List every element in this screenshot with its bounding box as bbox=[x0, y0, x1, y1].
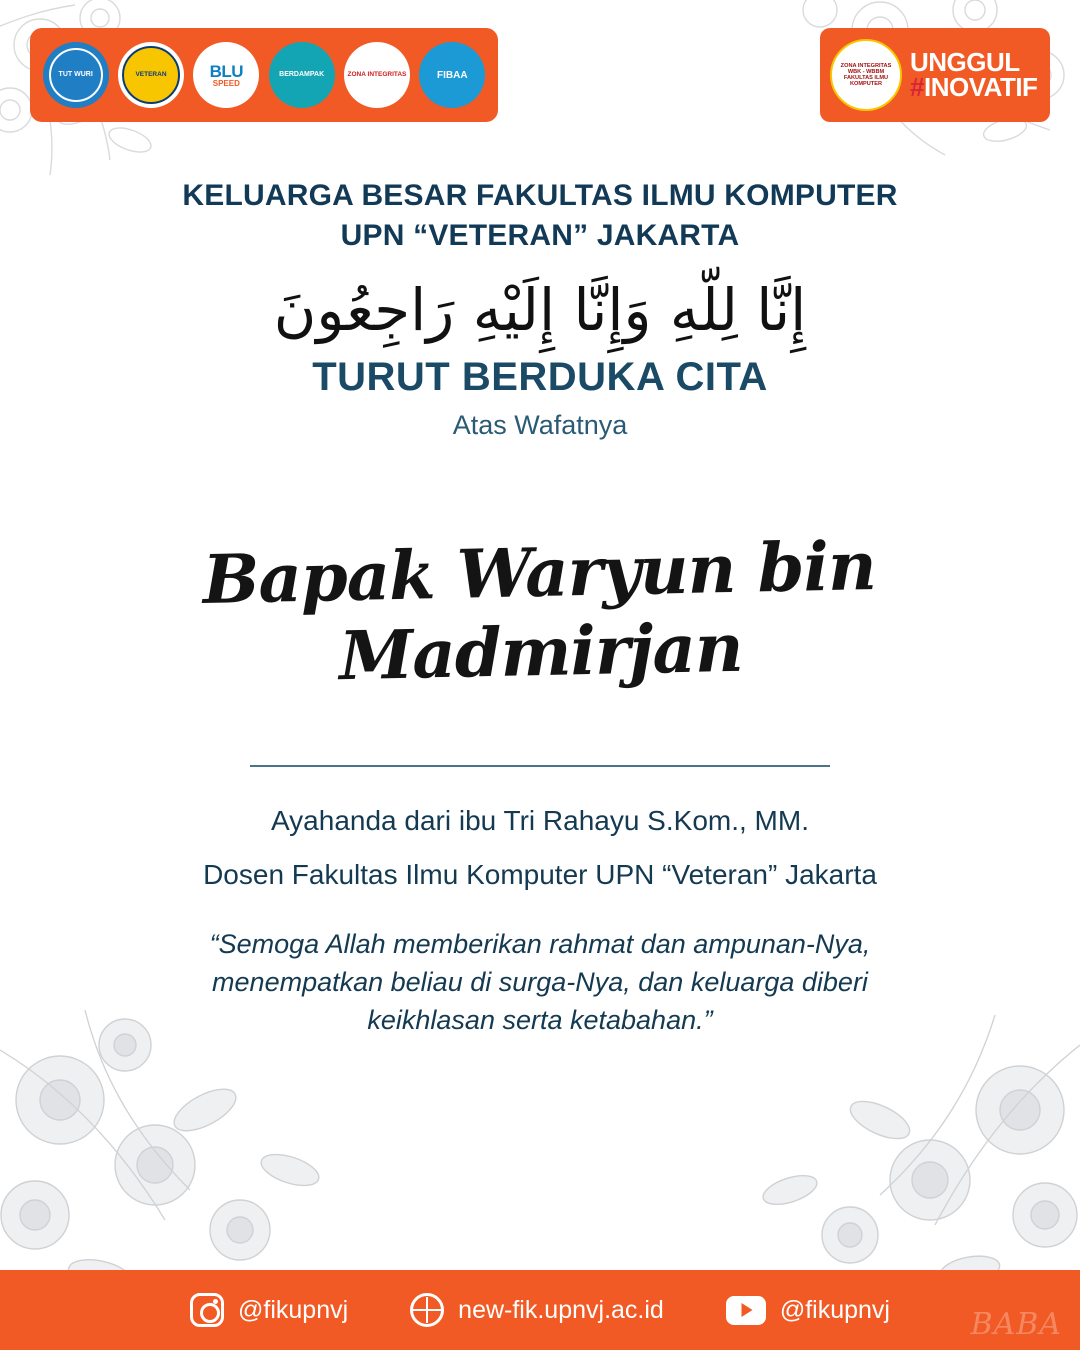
arabic-phrase: إِنَّا لِلّهِ وَإِنَّا إِلَيْهِ رَاجِعُونَ bbox=[273, 276, 807, 345]
fibaa-logo-text: FIBAA bbox=[437, 69, 468, 81]
affiliation-text: Dosen Fakultas Ilmu Komputer UPN “Veteran” Jakarta bbox=[203, 858, 877, 890]
speed-logo-text: SPEED bbox=[212, 78, 240, 88]
hash-symbol: # bbox=[910, 72, 924, 102]
social-footer bbox=[0, 1270, 1080, 1350]
instagram-icon bbox=[190, 1293, 224, 1327]
prayer-text: “Semoga Allah memberikan rahmat dan ampunan-Nya, menempatkan beliau di surga-Nya, dan keluarga diberi keikhlasan serta ketabahan.” bbox=[209, 928, 871, 1036]
youtube-icon bbox=[726, 1296, 766, 1325]
globe-icon bbox=[410, 1293, 444, 1327]
website-link[interactable] bbox=[410, 1293, 664, 1327]
org-title-line-2: UPN “VETERAN” JAKARTA bbox=[340, 218, 740, 252]
watermark: BABA bbox=[970, 1307, 1062, 1342]
organization-title bbox=[0, 176, 1080, 255]
blu-logo-text: BLU bbox=[209, 61, 244, 81]
instagram-handle[interactable] bbox=[190, 1293, 348, 1327]
kemendikbud-logo-text: TUT WURI bbox=[58, 71, 93, 79]
org-title-line-1: KELUARGA BESAR FAKULTAS ILMU KOMPUTER bbox=[182, 179, 898, 212]
banner-line-unggul: UNGGUL bbox=[910, 47, 1020, 78]
divider bbox=[250, 765, 830, 767]
website-label: new-fik.upnvj.ac.id bbox=[458, 1295, 664, 1324]
deceased-name: Bapak Waryun bin Madmirjan bbox=[201, 525, 877, 695]
banner-line-inovatif: INOVATIF bbox=[923, 72, 1038, 102]
berdampak-logo-text: BERDAMPAK bbox=[279, 71, 325, 79]
condolence-subtitle: Atas Wafatnya bbox=[452, 409, 628, 440]
condolence-title: TURUT BERDUKA CITA bbox=[312, 354, 768, 399]
youtube-label: @fikupnvj bbox=[779, 1295, 890, 1324]
upnvj-logo-text: VETERAN bbox=[135, 70, 167, 78]
youtube-handle[interactable] bbox=[726, 1296, 890, 1325]
relation-text: Ayahanda dari ibu Tri Rahayu S.Kom., MM. bbox=[271, 804, 809, 836]
seal-text: ZONA INTEGRITAS WBK - WBBM FAKULTAS ILMU KOMPUTER bbox=[840, 62, 892, 88]
zona-integritas-logo-text: ZONA INTEGRITAS bbox=[347, 70, 407, 78]
instagram-label: @fikupnvj bbox=[238, 1295, 349, 1324]
